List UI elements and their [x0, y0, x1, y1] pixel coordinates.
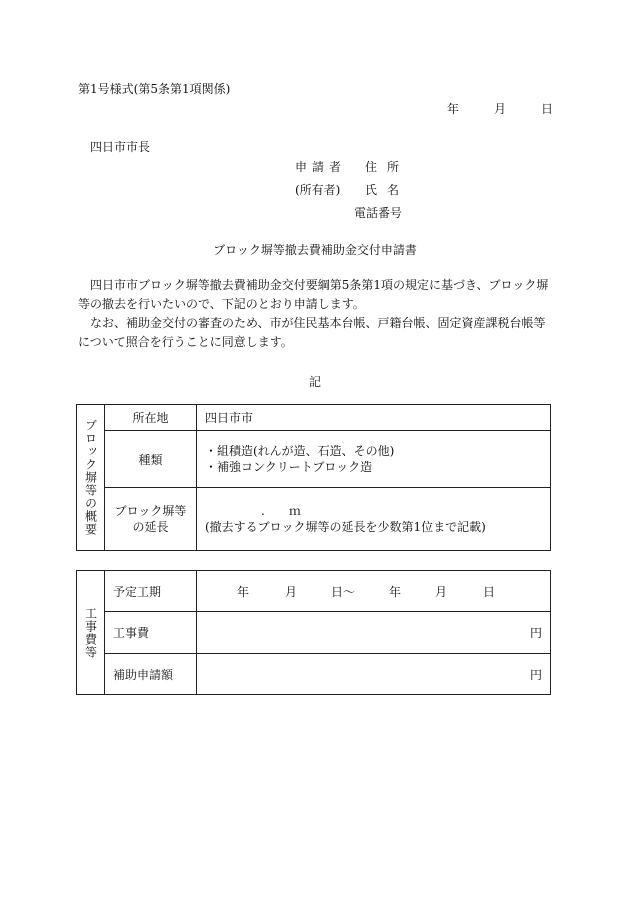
location-field[interactable]: 四日市市 [197, 405, 551, 431]
date-month-label: 月 [494, 102, 507, 116]
addressee: 四日市市長 [90, 140, 151, 154]
cost-section-label: 工事費等 [77, 571, 105, 695]
type-option-masonry[interactable]: ・組積造(れんが造、石造、その他) [205, 444, 395, 458]
body-paragraph-1: 四日市市ブロック塀等撤去費補助金交付要綱第5条第1項の規定に基づき、ブロック塀等の撤去を行いたいので、下記のとおり申請します。 [78, 278, 549, 311]
period-label: 予定工期 [105, 571, 197, 612]
document-title: ブロック塀等撤去費補助金交付申請書 [213, 243, 417, 257]
ki-heading: 記 [308, 375, 321, 389]
length-label: ブロック塀等 の延長 [105, 488, 197, 551]
form-number: 第1号様式(第5条第1項関係) [78, 82, 231, 96]
subsidy-label: 補助申請額 [105, 654, 197, 695]
name-label: 氏名 [365, 183, 410, 197]
type-label: 種類 [105, 431, 197, 488]
body-text [78, 276, 552, 352]
body-paragraph-2: なお、補助金交付の審査のため、市が住民基本台帳、戸籍台帳、固定資産課税台帳等について照合を行うことに同意します。 [78, 316, 546, 349]
length-field[interactable]: . ｍ (撤去するブロック塀等の延長を少数第1位まで記載) [197, 488, 551, 551]
phone-label: 電話番号 [354, 206, 403, 220]
subsidy-field[interactable]: 円 [197, 654, 551, 695]
construction-cost-table [76, 570, 551, 695]
wall-overview-section-label: ブロック塀等の概要 [77, 405, 105, 551]
type-option-concrete-block[interactable]: ・補強コンクリートブロック造 [205, 460, 373, 474]
type-options[interactable] [197, 431, 551, 488]
date-day-label: 日 [541, 102, 554, 116]
period-field[interactable]: 年 月 日～ 年 月 日 [197, 571, 551, 612]
wall-overview-table [76, 404, 551, 551]
cost-label: 工事費 [105, 612, 197, 654]
address-label: 住所 [365, 160, 410, 174]
cost-field[interactable]: 円 [197, 612, 551, 654]
location-label: 所在地 [105, 405, 197, 431]
applicant-label: 申請者 [295, 160, 347, 174]
owner-label: (所有者) [295, 183, 341, 197]
date-year-label: 年 [447, 102, 460, 116]
